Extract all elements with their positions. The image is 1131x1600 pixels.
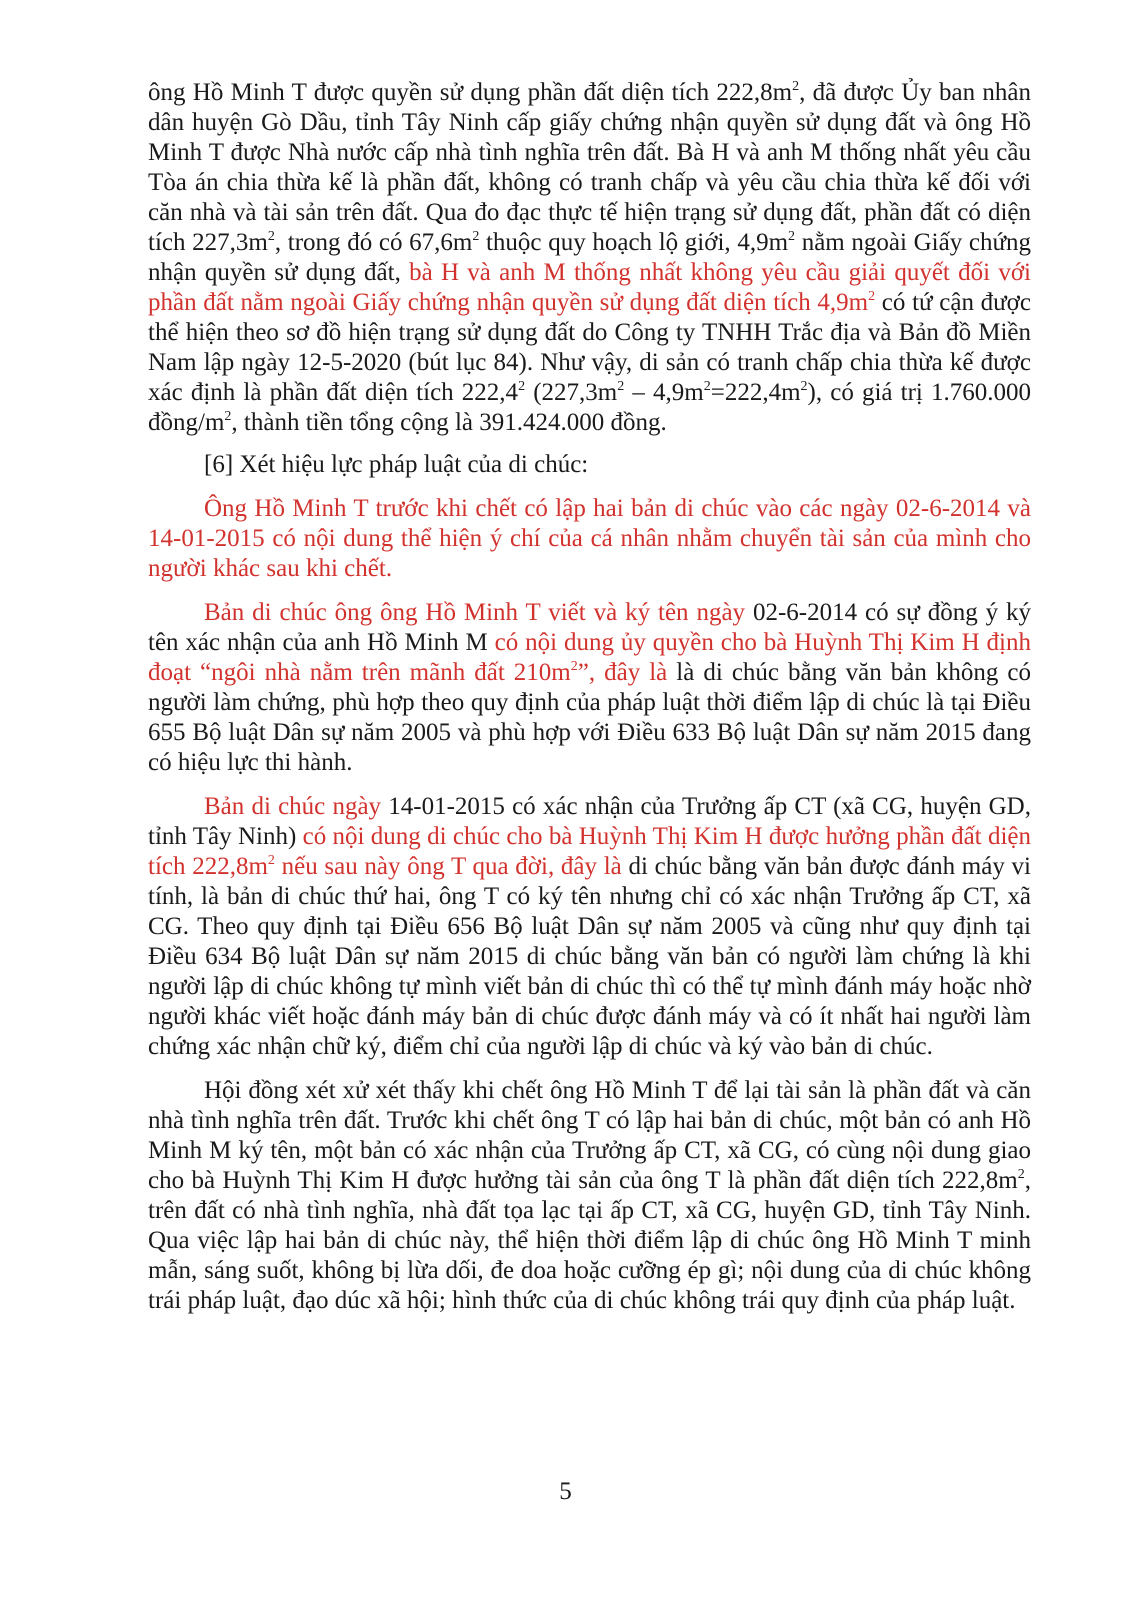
text-run: thuộc quy hoạch lộ giới, 4,9m <box>479 229 789 256</box>
text-run: có tứ cận được thể hiện theo sơ đồ hiện trạng sử dụng đất do Công ty TNHH Trắc địa và Bản đồ Miền Nam lập ngày 12-5-2020 (bút lục 84). Như vậy, di sản có tranh chấp chia thừa kế được xác định là phần đất diện tích 222,4 <box>148 289 1031 406</box>
highlighted-text: có nội dung ủy quyền cho bà Huỳnh Thị Kim H định đoạt “ngôi nhà nằm trên mãnh đất 210m <box>148 629 1031 686</box>
text-run: (227,3m <box>525 379 618 406</box>
text-run: , thành tiền tổng cộng là 391.424.000 đồng. <box>231 409 667 436</box>
highlighted-text: có nội dung di chúc cho bà Huỳnh Thị Kim H được hưởng phần đất diện tích 222,8m <box>148 823 1031 880</box>
text-run: , đã được Ủy ban nhân dân huyện Gò Dầu, tỉnh Tây Ninh cấp giấy chứng nhận quyền sử dụng đất và ông Hồ Minh T được Nhà nước cấp nhà tình nghĩa trên đất. Bà H và anh M thống nhất yêu cầu Tòa án chia thừa kế là phần đất, không có tranh chấp và yêu cầu chia thừa kế đối với căn nhà và tài sản trên đất. Qua đo đạc thực tế hiện trạng sử dụng đất, phần đất có diện tích 227,3m <box>148 79 1032 256</box>
paragraph-first-will <box>148 598 1031 778</box>
section-heading-6: [6] Xét hiệu lực pháp luật của di chúc: <box>204 451 589 478</box>
text-run: 14-01-2015 có xác nhận của Trưởng ấp CT (xã CG, huyện GD, tỉnh Tây Ninh) <box>148 793 1031 850</box>
highlighted-text: bà H và anh M thống nhất không yêu cầu giải quyết đối với phần đất nằm ngoài Giấy chứng nhận quyền sử dụng đất diện tích 4,9m <box>148 259 1032 316</box>
superscript: 2 <box>518 379 526 394</box>
text-run: Hội đồng xét xử xét thấy khi chết ông Hồ Minh T để lại tài sản là phần đất và căn nhà tình nghĩa trên đất. Trước khi chết ông T có lập hai bản di chúc, một bản có anh Hồ Minh M ký tên, một bản có xác nhận của Trưởng ấp CT, xã CG, có cùng nội dung giao cho bà Huỳnh Thị Kim H được hưởng tài sản của ông T là phần đất diện tích 222,8m <box>148 1077 1031 1194</box>
superscript: 2 <box>570 659 578 674</box>
text-run: là di chúc bằng văn bản không có người làm chứng, phù hợp theo quy định của pháp luật thời điểm lập di chúc là tại Điều 655 Bộ luật Dân sự năm 2005 và phù hợp với Điều 633 Bộ luật Dân sự năm 2015 đang có hiệu lực thi hành. <box>148 659 1031 776</box>
paragraph-second-will <box>148 792 1031 1062</box>
highlighted-text: nếu sau này ông T qua đời, đây là <box>274 853 622 880</box>
document-body <box>148 78 1031 1316</box>
superscript: 2 <box>1017 1167 1025 1182</box>
paragraph-inheritance-land <box>148 78 1031 438</box>
superscript: 2 <box>792 79 800 94</box>
highlighted-text: ”, đây là <box>577 659 668 686</box>
superscript: 2 <box>472 229 480 244</box>
superscript: 2 <box>868 289 876 304</box>
superscript: 2 <box>617 379 625 394</box>
text-run: =222,4m <box>710 379 801 406</box>
superscript: 2 <box>224 409 232 424</box>
highlighted-text: Bản di chúc ngày <box>204 793 382 820</box>
text-run: nằm ngoài Giấy chứng nhận quyền sử dụng đất, <box>148 229 1031 286</box>
superscript: 2 <box>267 229 275 244</box>
page-number: 5 <box>559 1478 572 1505</box>
text-run: – 4,9m <box>624 379 704 406</box>
highlighted-text: Bản di chúc ông ông Hồ Minh T viết và ký tên ngày <box>204 599 746 626</box>
text-run: ), có giá trị 1.760.000 đồng/m <box>148 379 1031 436</box>
text-run: , trong đó có 67,6m <box>274 229 473 256</box>
text-run: di chúc bằng văn bản được đánh máy vi tính, là bản di chúc thứ hai, ông T có ký tên nhưng chỉ có xác nhận Trưởng ấp CT, xã CG. Theo quy định tại Điều 656 Bộ luật Dân sự năm 2005 và cũng như quy định tại Điều 634 Bộ luật Dân sự năm 2015 di chúc bằng văn bản có người làm chứng là khi người lập di chúc không tự mình viết bản di chúc thì có thể tự mình đánh máy hoặc nhờ người khác viết hoặc đánh máy bản di chúc được đánh máy và có ít nhất hai người làm chứng xác nhận chữ ký, điểm chỉ của người lập di chúc và ký vào bản di chúc. <box>148 853 1031 1060</box>
text-run: ông Hồ Minh T được quyền sử dụng phần đất diện tích 222,8m <box>148 79 793 106</box>
text-run: , trên đất có nhà tình nghĩa, nhà đất tọa lạc tại ấp CT, xã CG, huyện GD, tỉnh Tây Ninh. Qua việc lập hai bản di chúc này, thể hiện thời điểm lập di chúc ông Hồ Minh T minh mẫn, sáng suốt, không bị lừa dối, đe doa hoặc cưỡng ép gì; nội dung của di chúc không trái pháp luật, đạo dúc xã hội; hình thức của di chúc không trái quy định của pháp luật. <box>148 1167 1031 1314</box>
text-run: 02-6-2014 có sự đồng ý ký tên xác nhận của anh Hồ Minh M <box>148 599 1031 656</box>
superscript: 2 <box>703 379 711 394</box>
paragraph-court-finding <box>148 1076 1031 1316</box>
superscript: 2 <box>267 853 275 868</box>
superscript: 2 <box>788 229 796 244</box>
superscript: 2 <box>800 379 808 394</box>
paragraph-two-wills: Ông Hồ Minh T trước khi chết có lập hai bản di chúc vào các ngày 02-6-2014 và 14-01-2015 có nội dung thể hiện ý chí của cá nhân nhằm chuyển tài sản của mình cho người khác sau khi chết. <box>148 495 1031 582</box>
